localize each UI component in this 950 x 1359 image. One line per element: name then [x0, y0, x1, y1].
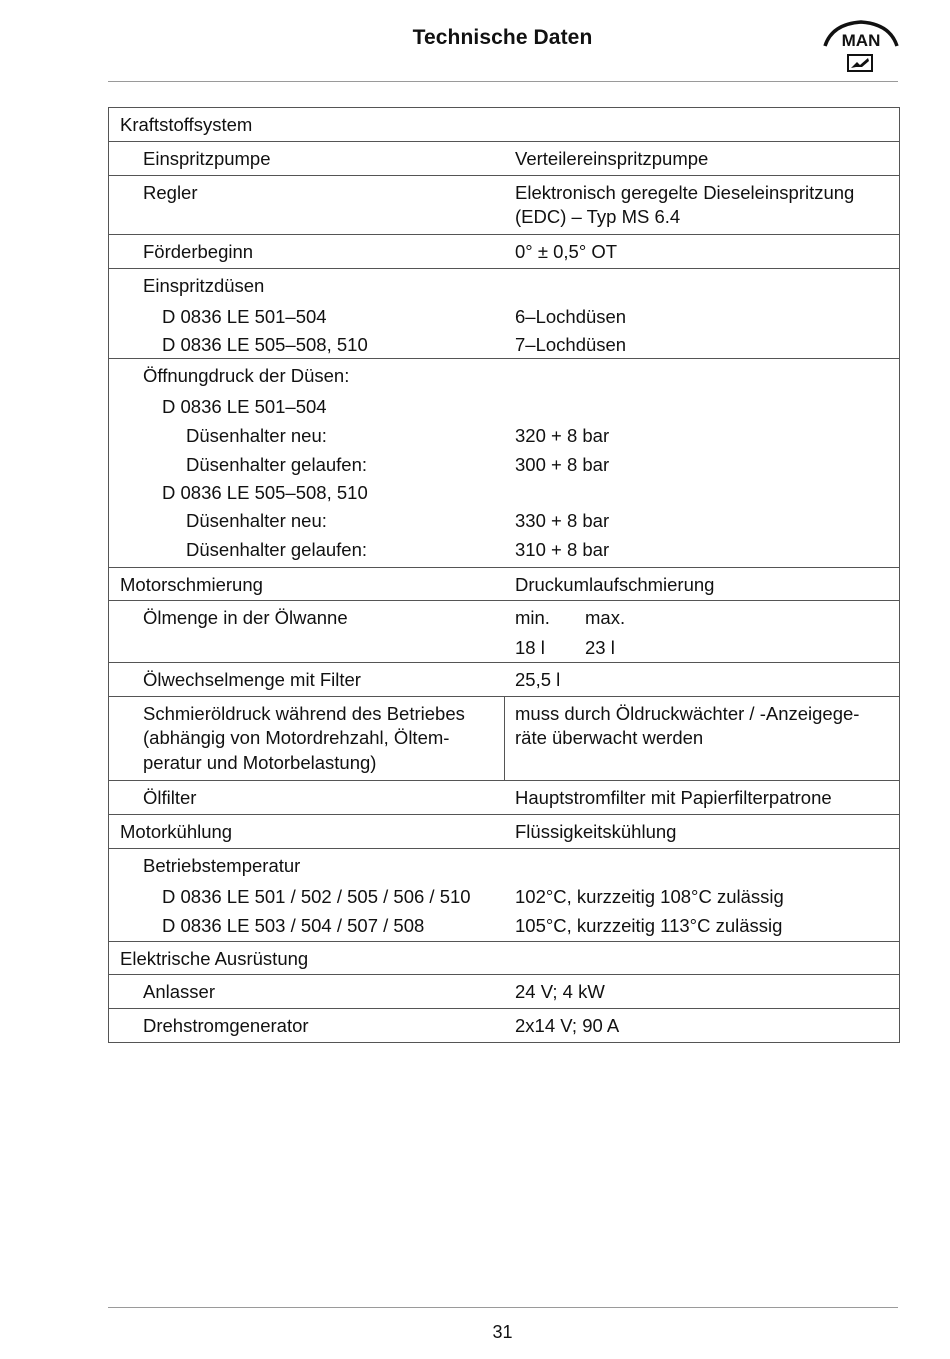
row-label: Ölmenge in der Ölwanne	[143, 607, 348, 628]
row-sublabel: D 0836 LE 505–508, 510	[162, 482, 368, 503]
table-row	[109, 814, 899, 848]
row-label: Schmieröldruck während des Betriebes	[143, 703, 465, 724]
table-row	[109, 175, 899, 234]
row-value: 105°C, kurzzeitig 113°C zulässig	[515, 915, 783, 936]
max-label: max.	[585, 607, 626, 628]
section-heading: Kraftstoffsystem	[120, 114, 253, 135]
logo-text: MAN	[841, 31, 881, 50]
row-value: 24 V; 4 kW	[515, 981, 605, 1002]
row-sublabel: Düsenhalter gelaufen:	[186, 454, 368, 475]
footer-rule	[108, 1307, 898, 1308]
table-row	[109, 600, 899, 662]
row-sublabel: Düsenhalter neu:	[186, 425, 327, 446]
row-label: Ölwechselmenge mit Filter	[143, 669, 361, 690]
row-value: 2x14 V; 90 A	[515, 1015, 620, 1036]
man-logo	[822, 18, 900, 74]
section-heading: Motorschmierung	[120, 574, 263, 595]
table-row	[109, 696, 899, 780]
table-row	[109, 108, 899, 141]
row-value: (EDC) – Typ MS 6.4	[515, 206, 681, 227]
row-sublabel: D 0836 LE 501–504	[162, 306, 327, 327]
row-value: 310 + 8 bar	[515, 539, 610, 560]
row-label: Einspritzpumpe	[143, 148, 271, 169]
row-sublabel: Düsenhalter neu:	[186, 510, 327, 531]
row-sublabel: Düsenhalter gelaufen:	[186, 539, 368, 560]
row-value: 25,5 l	[515, 669, 561, 690]
max-value: 23 l	[585, 637, 615, 658]
row-value: 6–Lochdüsen	[515, 306, 627, 327]
table-row	[109, 941, 899, 974]
row-value: 0° ± 0,5° OT	[515, 241, 618, 262]
section-heading: Motorkühlung	[120, 821, 233, 842]
row-label: peratur und Motorbelastung)	[143, 752, 377, 773]
table-row	[109, 141, 899, 175]
row-value: Elektronisch geregelte Dieseleinspritzung	[515, 182, 855, 203]
row-sublabel: D 0836 LE 501–504	[162, 396, 327, 417]
page-title: Technische Daten	[412, 26, 593, 49]
row-label: Betriebstemperatur	[143, 855, 301, 876]
table-row	[109, 268, 899, 358]
row-sublabel: D 0836 LE 505–508, 510	[162, 334, 368, 355]
row-label: (abhängig von Motordrehzahl, Öltem-	[143, 727, 450, 748]
table-row	[109, 234, 899, 268]
row-label: Drehstromgenerator	[143, 1015, 309, 1036]
column-divider	[504, 697, 505, 780]
row-value: Hauptstromfilter mit Papierfilterpatrone	[515, 787, 832, 808]
table-row	[109, 780, 899, 814]
table-row	[109, 974, 899, 1008]
row-value: 7–Lochdüsen	[515, 334, 627, 355]
table-row	[109, 358, 899, 567]
row-value: Flüssigkeitskühlung	[515, 821, 677, 842]
row-label: Einspritzdüsen	[143, 275, 265, 296]
table-row	[109, 567, 899, 600]
table-row	[109, 1008, 899, 1042]
row-value: räte überwacht werden	[515, 727, 704, 748]
row-value: 102°C, kurzzeitig 108°C zulässig	[515, 886, 784, 907]
row-value: Verteilereinspritzpumpe	[515, 148, 709, 169]
row-value: 320 + 8 bar	[515, 425, 610, 446]
row-value: Druckumlaufschmierung	[515, 574, 715, 595]
row-sublabel: D 0836 LE 503 / 504 / 507 / 508	[162, 915, 425, 936]
row-label: Anlasser	[143, 981, 215, 1002]
row-value: 330 + 8 bar	[515, 510, 610, 531]
table-row	[109, 848, 899, 941]
row-value: muss durch Öldruckwächter / -Anzeigege-	[515, 703, 860, 724]
row-value: 300 + 8 bar	[515, 454, 610, 475]
min-value: 18 l	[515, 637, 545, 658]
table-row	[109, 662, 899, 696]
spec-table	[108, 107, 900, 1043]
row-label: Regler	[143, 182, 198, 203]
header-rule	[108, 81, 898, 82]
row-label: Öffnungdruck der Düsen:	[143, 365, 350, 386]
row-sublabel: D 0836 LE 501 / 502 / 505 / 506 / 510	[162, 886, 471, 907]
section-heading: Elektrische Ausrüstung	[120, 948, 309, 969]
row-label: Ölfilter	[143, 787, 197, 808]
min-label: min.	[515, 607, 550, 628]
row-label: Förderbeginn	[143, 241, 254, 262]
page-number: 31	[492, 1322, 513, 1342]
